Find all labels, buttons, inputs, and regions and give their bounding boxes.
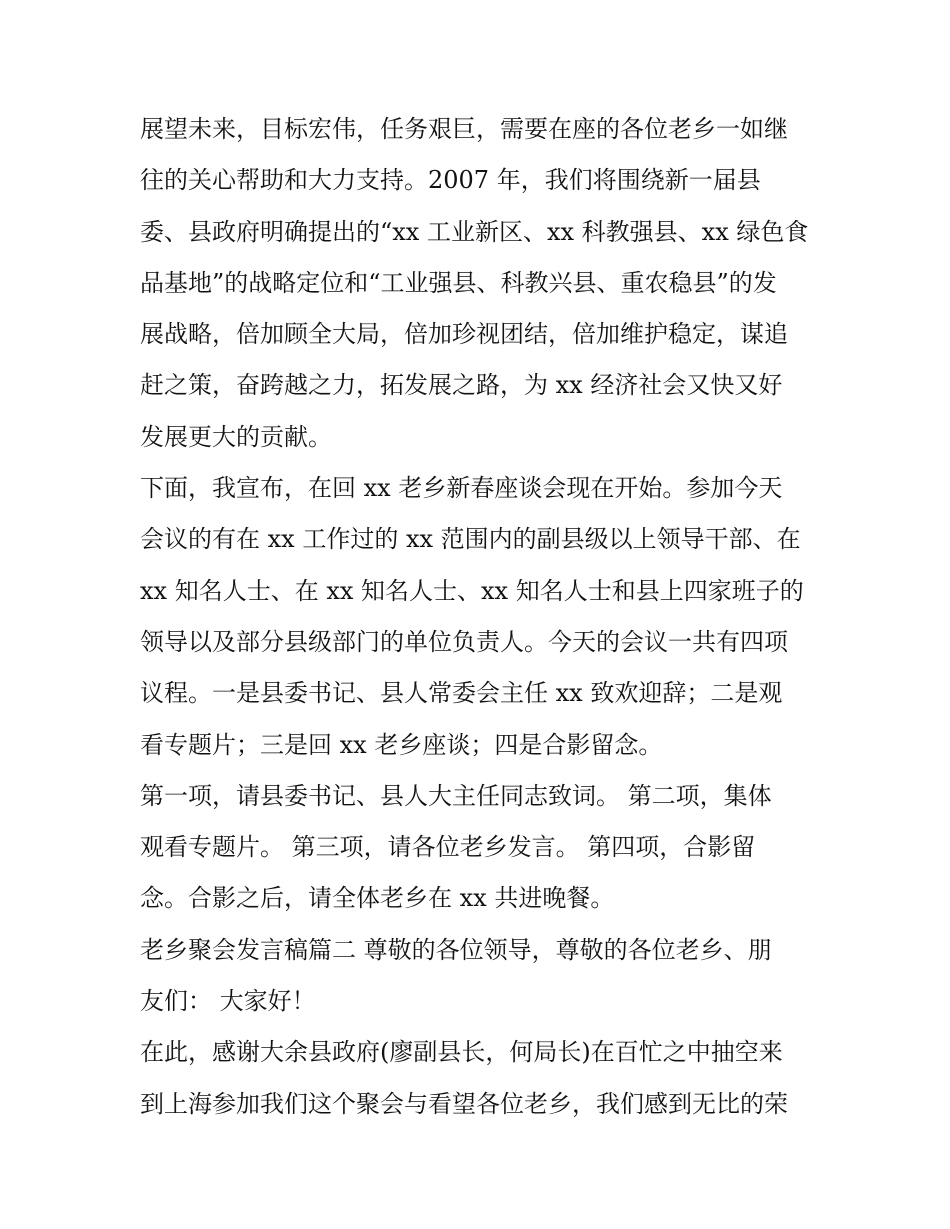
text-line: 念。合影之后，请全体老乡在 xx 共进晚餐。 xyxy=(140,884,615,913)
text-line: 赶之策，奋跨越之力，拓发展之路，为 xx 经济社会又快又好 xyxy=(140,371,783,400)
text-line: 在此，感谢大余县政府(廖副县长，何局长)在百忙之中抽空来 xyxy=(140,1038,783,1067)
text-line: 友们： 大家好！ xyxy=(140,987,316,1016)
text-line: 发展更大的贡献。 xyxy=(140,422,332,451)
text-line: 委、县政府明确提出的“xx 工业新区、xx 科教强县、xx 绿色食 xyxy=(140,217,809,246)
text-line: 领导以及部分县级部门的单位负责人。今天的会议一共有四项 xyxy=(140,627,788,656)
text-line: 观看专题片。 第三项，请各位老乡发言。 第四项，合影留 xyxy=(140,833,756,862)
text-line: 老乡聚会发言稿篇二 尊敬的各位领导，尊敬的各位老乡、朋 xyxy=(140,935,772,964)
text-line: 到上海参加我们这个聚会与看望各位老乡，我们感到无比的荣 xyxy=(140,1089,788,1118)
text-line: 看专题片；三是回 xx 老乡座谈；四是合影留念。 xyxy=(140,730,663,759)
text-line: 往的关心帮助和大力支持。2007 年，我们将围绕新一届县 xyxy=(140,166,761,195)
text-line: 品基地”的战略定位和“工业强县、科教兴县、重农稳县”的发 xyxy=(140,268,777,297)
text-line: 议程。一是县委书记、县人常委会主任 xx 致欢迎辞；二是观 xyxy=(140,679,783,708)
text-line: 下面，我宣布，在回 xx 老乡新春座谈会现在开始。参加今天 xyxy=(140,474,783,503)
text-line: xx 知名人士、在 xx 知名人士、xx 知名人士和县上四家班子的 xyxy=(140,576,804,605)
document-body xyxy=(140,104,818,1130)
text-line: 会议的有在 xx 工作过的 xx 范围内的副县级以上领导干部、在 xyxy=(140,525,801,554)
text-line: 展望未来，目标宏伟，任务艰巨，需要在座的各位老乡一如继 xyxy=(140,115,788,143)
text-line: 第一项，请县委书记、县人大主任同志致词。 第二项，集体 xyxy=(140,781,772,810)
text-line: 展战略，倍加顾全大局，倍加珍视团结，倍加维护稳定，谋追 xyxy=(140,320,788,349)
